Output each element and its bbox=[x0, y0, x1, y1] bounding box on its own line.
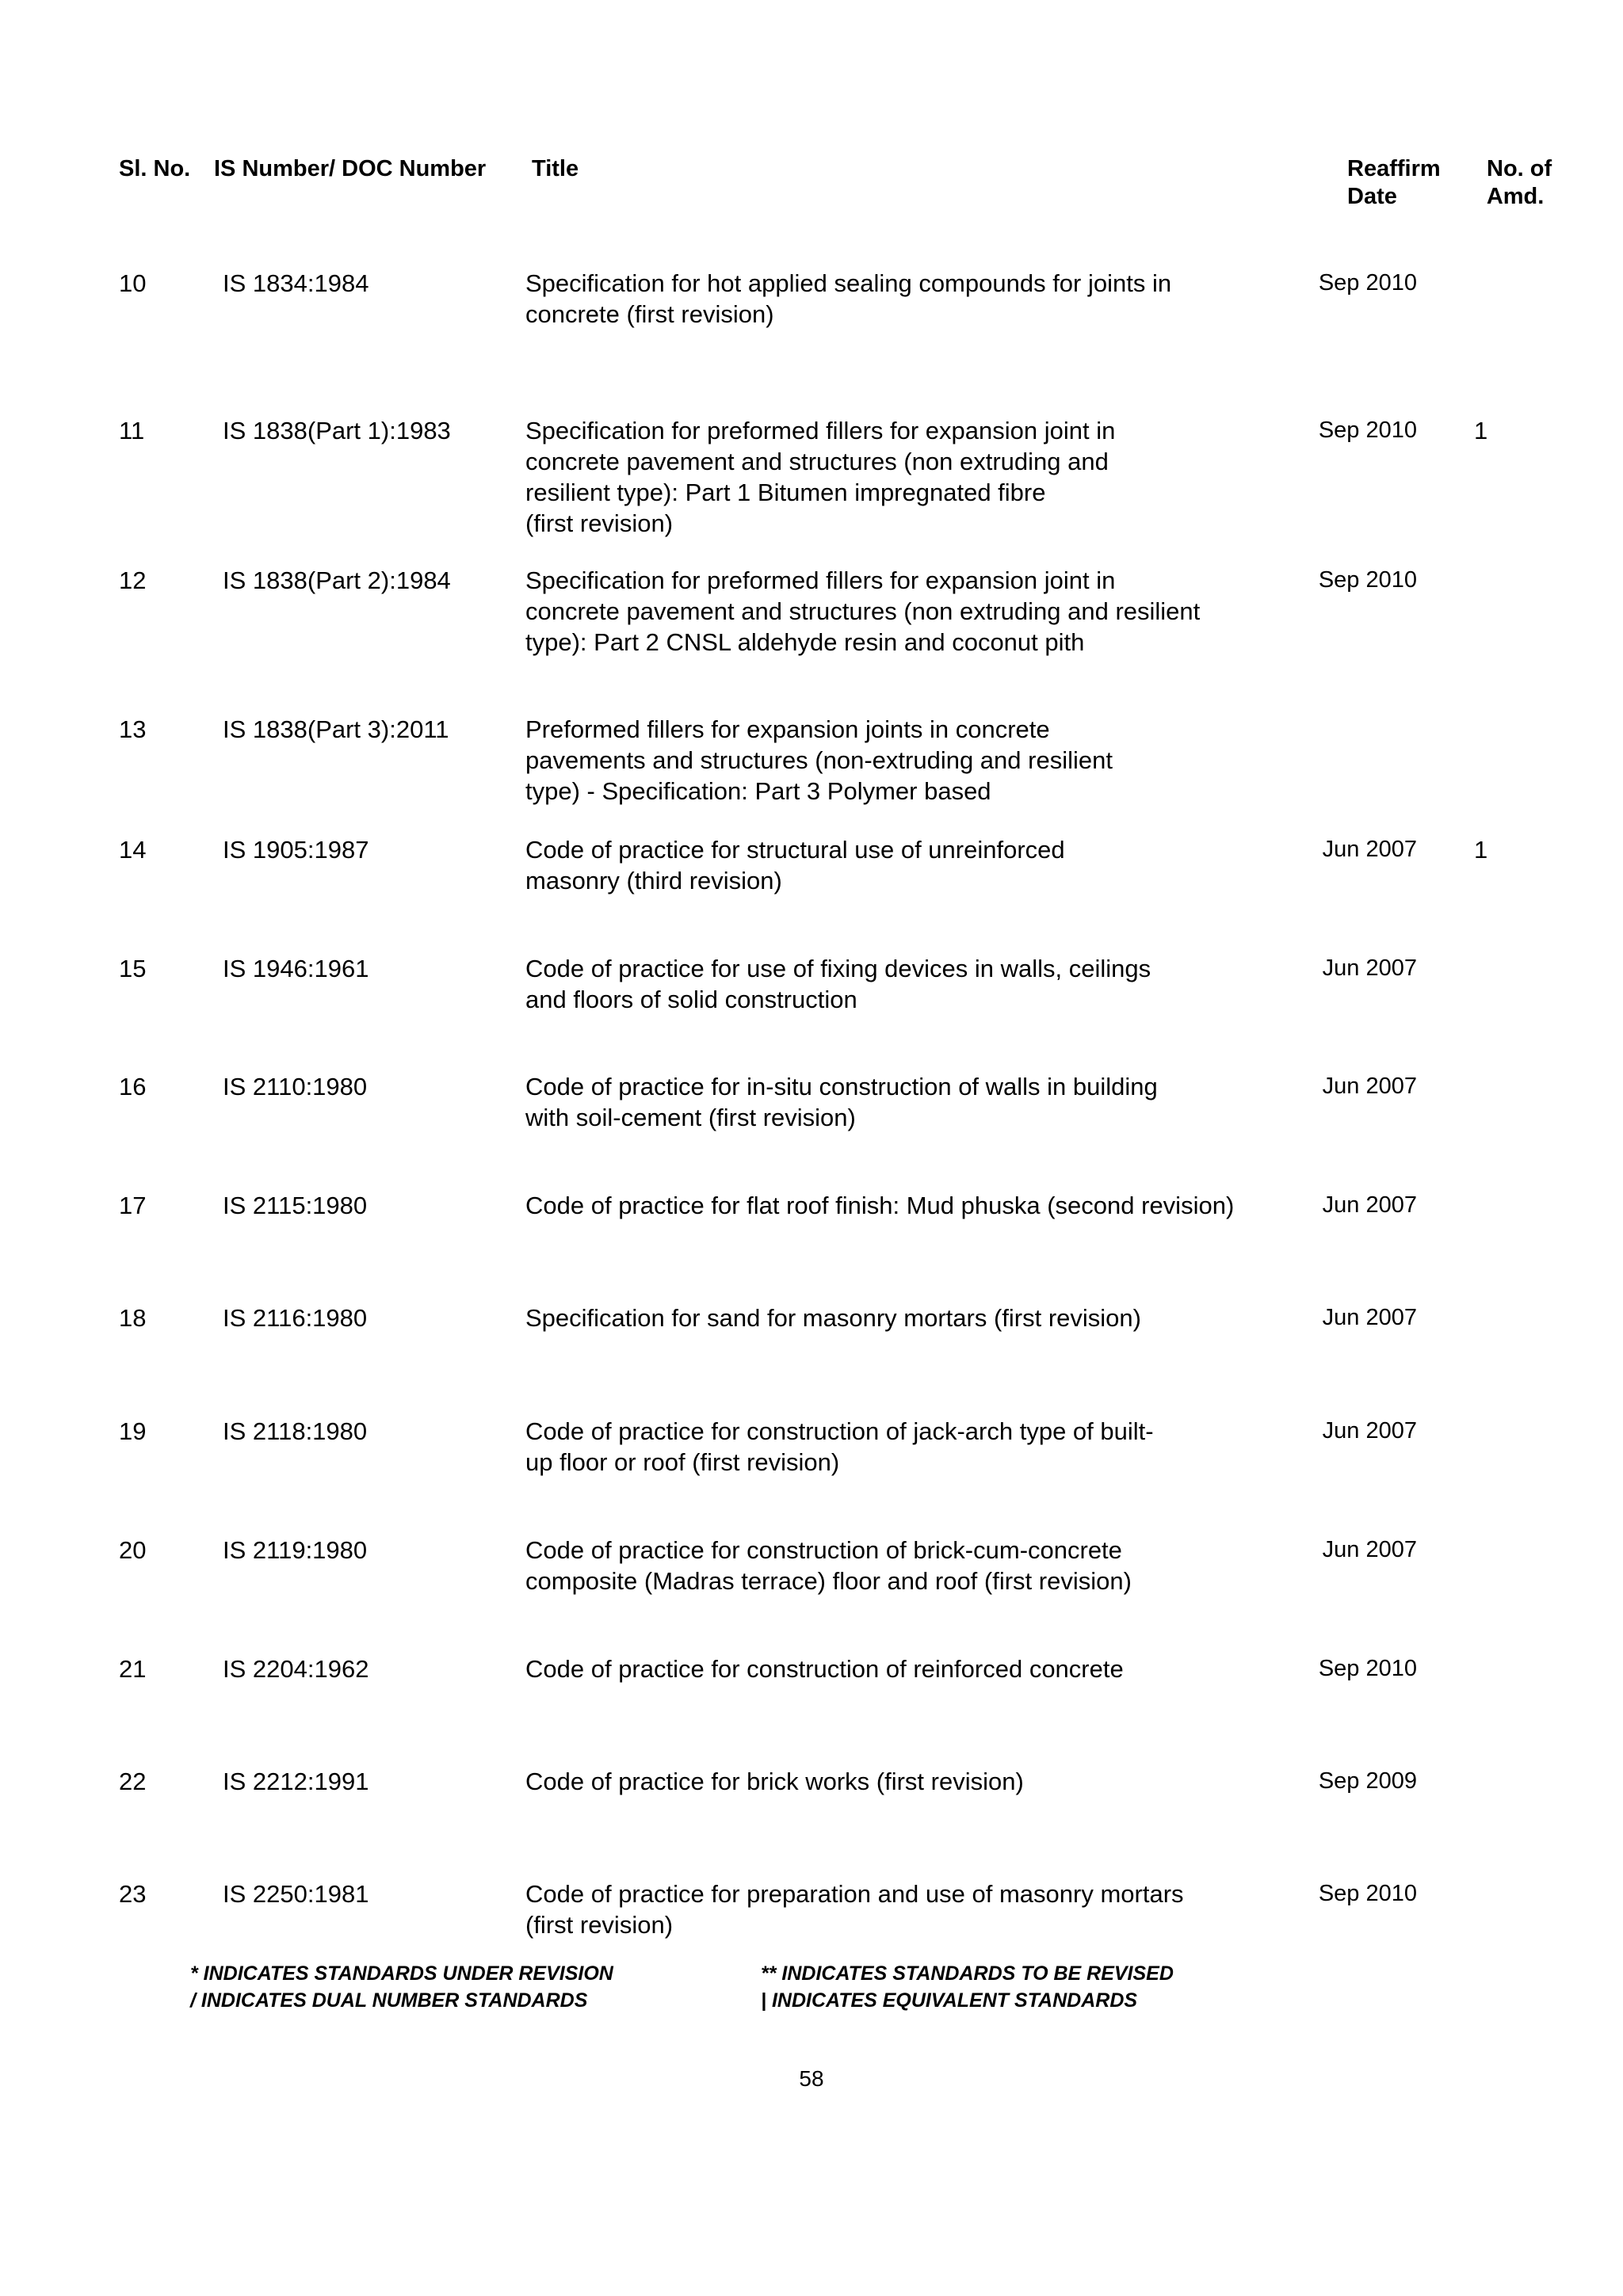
row-reaffirm-date: Jun 2007 bbox=[1322, 955, 1417, 981]
footnote-under-revision: * INDICATES STANDARDS UNDER REVISION bbox=[190, 1962, 613, 1985]
row-is-number: IS 2250:1981 bbox=[223, 1880, 369, 1908]
row-title: Code of practice for structural use of unreinforced masonry (third revision) bbox=[525, 836, 1065, 894]
header-title: Title bbox=[532, 156, 579, 181]
header-sl-no: Sl. No. bbox=[119, 156, 191, 181]
row-is-number: IS 1905:1987 bbox=[223, 836, 369, 864]
row-sl-no: 17 bbox=[119, 1192, 147, 1219]
row-title: Code of practice for construction of brick-cum-concrete composite (Madras terrace) floor and roof (first revision) bbox=[525, 1536, 1132, 1595]
row-reaffirm-date: Jun 2007 bbox=[1322, 837, 1417, 862]
row-is-number: IS 2115:1980 bbox=[223, 1192, 368, 1219]
row-sl-no: 18 bbox=[119, 1304, 147, 1332]
row-sl-no: 12 bbox=[119, 566, 147, 594]
footnote-to-be-revised: ** INDICATES STANDARDS TO BE REVISED bbox=[761, 1962, 1174, 1985]
row-title: Code of practice for construction of reinforced concrete bbox=[525, 1655, 1124, 1683]
row-reaffirm-date: Sep 2010 bbox=[1318, 270, 1417, 296]
row-is-number: IS 1838(Part 3):2011 bbox=[223, 715, 449, 743]
row-sl-no: 19 bbox=[119, 1417, 147, 1445]
header-no-of-amd bbox=[1479, 155, 1552, 211]
header-amd-line1: No. of bbox=[1487, 156, 1552, 181]
row-sl-no: 20 bbox=[119, 1536, 147, 1564]
header-amd-line2: Amd. bbox=[1486, 184, 1545, 209]
footnote-equivalent: | INDICATES EQUIVALENT STANDARDS bbox=[761, 1989, 1138, 2012]
row-sl-no: 11 bbox=[119, 417, 145, 444]
row-title: Code of practice for in-situ construction of walls in building with soil-cement (first revision) bbox=[525, 1073, 1158, 1131]
row-reaffirm-date: Sep 2010 bbox=[1318, 1656, 1417, 1681]
row-title: Specification for sand for masonry mortars (first revision) bbox=[525, 1304, 1141, 1332]
row-title: Code of practice for flat roof finish: Mud phuska (second revision) bbox=[525, 1192, 1235, 1219]
row-sl-no: 22 bbox=[119, 1768, 147, 1795]
row-sl-no: 23 bbox=[119, 1880, 147, 1908]
row-sl-no: 21 bbox=[119, 1655, 147, 1683]
row-reaffirm-date: Jun 2007 bbox=[1322, 1305, 1417, 1330]
header-reaffirm-line2: Date bbox=[1347, 184, 1397, 209]
row-title: Code of practice for preparation and use of masonry mortars (first revision) bbox=[525, 1880, 1184, 1939]
row-is-number: IS 2118:1980 bbox=[223, 1417, 368, 1445]
footnote-dual-number: / INDICATES DUAL NUMBER STANDARDS bbox=[190, 1989, 588, 2012]
row-sl-no: 13 bbox=[119, 715, 147, 743]
row-title: Code of practice for construction of jack-arch type of built- up floor or roof (first revision) bbox=[525, 1417, 1154, 1476]
row-is-number: IS 2116:1980 bbox=[223, 1304, 368, 1332]
row-is-number: IS 1946:1961 bbox=[223, 955, 369, 982]
row-is-number: IS 2212:1991 bbox=[223, 1768, 369, 1795]
row-title: Preformed fillers for expansion joints in concrete pavements and structures (non-extruding and resilient type) - Specification: Part 3 Polymer based bbox=[525, 715, 1113, 805]
row-reaffirm-date: Jun 2007 bbox=[1322, 1192, 1417, 1218]
row-reaffirm-date: Sep 2010 bbox=[1318, 418, 1417, 443]
row-title: Specification for hot applied sealing compounds for joints in concrete (first revision) bbox=[525, 269, 1172, 328]
header-is-number: IS Number/ DOC Number bbox=[214, 156, 487, 181]
row-amendments: 1 bbox=[1474, 836, 1488, 864]
row-is-number: IS 1838(Part 1):1983 bbox=[223, 417, 451, 444]
page-number: 58 bbox=[799, 2066, 824, 2091]
header-reaffirm-date bbox=[1347, 155, 1441, 211]
row-reaffirm-date: Sep 2010 bbox=[1318, 1881, 1417, 1906]
row-is-number: IS 1834:1984 bbox=[223, 269, 369, 297]
row-sl-no: 15 bbox=[119, 955, 147, 982]
row-reaffirm-date: Jun 2007 bbox=[1322, 1418, 1417, 1444]
row-reaffirm-date: Jun 2007 bbox=[1322, 1074, 1417, 1099]
row-title: Specification for preformed fillers for expansion joint in concrete pavement and structures (non extruding and resilient type): Part 2 CNSL aldehyde resin and coconut pith bbox=[525, 566, 1201, 656]
row-is-number: IS 1838(Part 2):1984 bbox=[223, 566, 451, 594]
row-title: Code of practice for use of fixing devices in walls, ceilings and floors of solid construction bbox=[525, 955, 1151, 1013]
row-sl-no: 16 bbox=[119, 1073, 147, 1100]
row-sl-no: 10 bbox=[119, 269, 147, 297]
row-is-number: IS 2110:1980 bbox=[223, 1073, 368, 1100]
row-is-number: IS 2204:1962 bbox=[223, 1655, 369, 1683]
row-title: Specification for preformed fillers for expansion joint in concrete pavement and structures (non extruding and resilient type): Part 1 Bitumen impregnated fibre (first revision) bbox=[525, 417, 1116, 537]
row-is-number: IS 2119:1980 bbox=[223, 1536, 368, 1564]
row-reaffirm-date: Sep 2010 bbox=[1318, 567, 1417, 593]
row-title: Code of practice for brick works (first revision) bbox=[525, 1768, 1024, 1795]
row-reaffirm-date: Jun 2007 bbox=[1322, 1537, 1417, 1562]
row-reaffirm-date: Sep 2009 bbox=[1318, 1768, 1417, 1794]
header-reaffirm-line1: Reaffirm bbox=[1347, 156, 1441, 181]
row-amendments: 1 bbox=[1474, 417, 1488, 444]
row-sl-no: 14 bbox=[119, 836, 147, 864]
